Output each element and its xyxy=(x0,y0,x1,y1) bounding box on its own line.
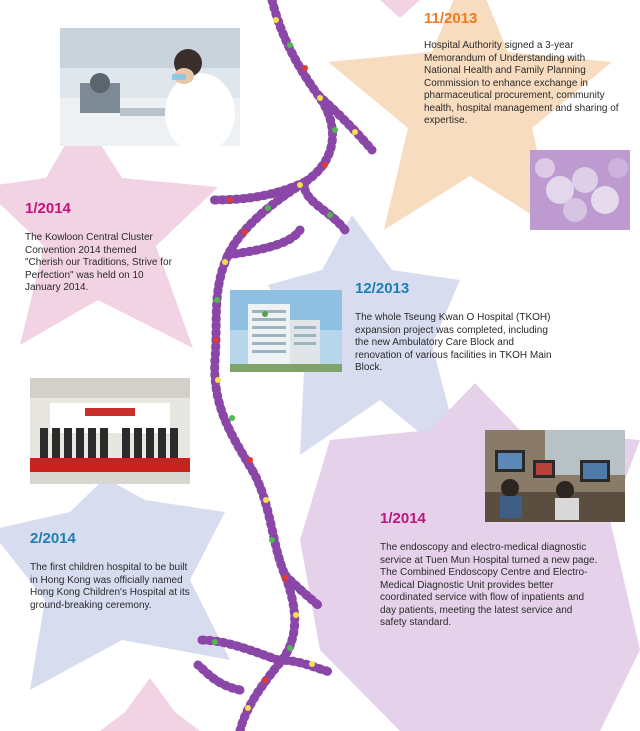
dna-branch-top-right xyxy=(304,182,345,230)
entry-date: 11/2013 xyxy=(424,10,478,27)
star-pink-bottom xyxy=(100,678,200,731)
dna-branch-right-top xyxy=(318,95,372,150)
pills-photo xyxy=(530,150,630,230)
entry-text: The first children hospital to be built in Hong Kong was officially named Hong Kong Children's Hospital at its ground-breaking ceremony. xyxy=(30,562,190,611)
diagnostic-control-room-photo xyxy=(485,430,625,522)
hospital-building-photo xyxy=(230,290,342,372)
star-pink-top xyxy=(380,0,420,18)
entry-text: The Kowloon Central Cluster Convention 2014 themed "Cherish our Traditions, Strive for Perfection" was held on 10 January 2014. xyxy=(25,232,172,293)
timeline-entry-nov-2013 xyxy=(424,10,620,128)
entry-text: The endoscopy and electro-medical diagnostic service at Tuen Mun Hospital turned a new page. The Combined Endoscopy Centre and Electro-Medical Diagnostic Unit provides better coordinated service with flow of inpatients and day patients, meeting the latest service and safety standard. xyxy=(380,542,598,628)
timeline-entry-jan-2014-kcc xyxy=(25,200,175,295)
entry-date: 1/2014 xyxy=(380,510,426,527)
timeline-entry-feb-2014 xyxy=(30,530,190,612)
entry-text: Hospital Authority signed a 3-year Memorandum of Understanding with National Health and Family Planning Commission to enhance exchange in pharmaceutical procurement, community health, hospital management and sharing of expertise. xyxy=(424,40,619,126)
entry-text: The whole Tseung Kwan O Hospital (TKOH) expansion project was completed, including the new Ambulatory Care Block and renovation of various facilities in TKOH Main Block. xyxy=(355,312,552,373)
entry-date: 1/2014 xyxy=(25,200,71,217)
timeline-entry-dec-2013 xyxy=(355,280,555,375)
timeline-entry-jan-2014-tmh xyxy=(380,510,600,630)
dna-branch-bottom-right xyxy=(278,660,330,672)
ground-breaking-ceremony-photo xyxy=(30,378,190,484)
lab-scientist-photo xyxy=(60,28,240,146)
dna-branch-bottom-left2 xyxy=(198,665,240,690)
dna-branch-top-left xyxy=(210,182,305,200)
entry-date: 2/2014 xyxy=(30,530,76,547)
entry-date: 12/2013 xyxy=(355,280,410,297)
